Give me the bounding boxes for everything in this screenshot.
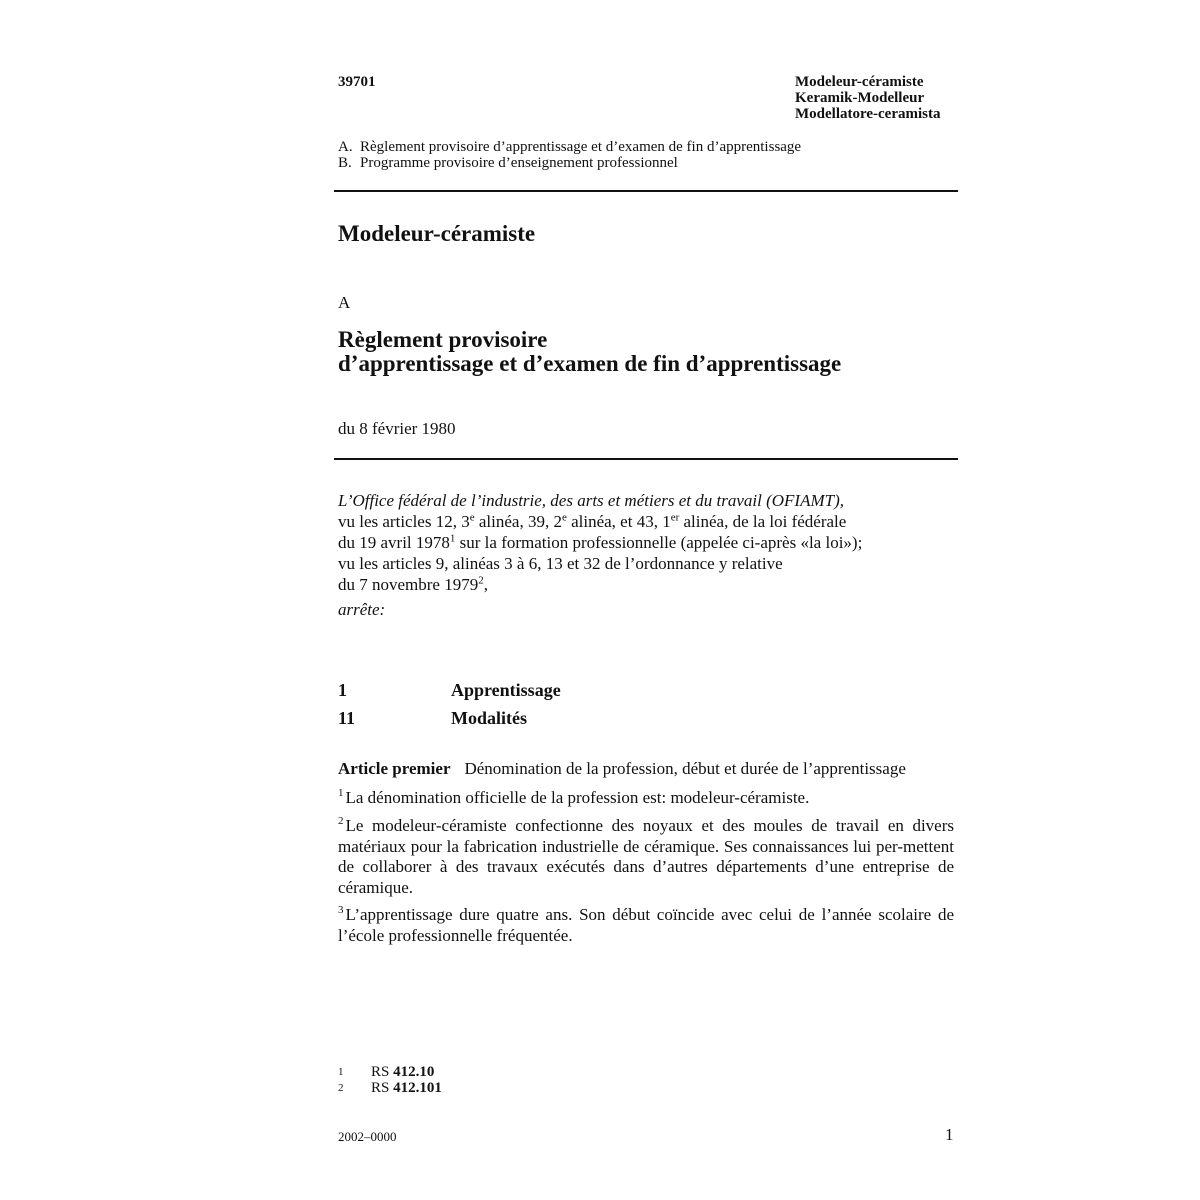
page-title: Modeleur-céramiste [338, 221, 536, 246]
preamble-text: , [483, 575, 488, 594]
article-subject: Dénomination de la profession, début et durée de l’apprentissage [464, 759, 906, 778]
preamble [338, 490, 862, 620]
section-number: 1 [338, 680, 347, 700]
footnote-reference: 412.101 [393, 1080, 442, 1096]
article-paragraph [338, 816, 954, 898]
header-titles [795, 74, 941, 122]
preamble-authority: L’Office fédéral de l’industrie, des arts et métiers et du travail (OFIAMT), [338, 491, 844, 510]
preamble-text: alinéa, de la loi fédérale [679, 512, 847, 531]
section-title: Modalités [451, 708, 527, 728]
header-title-fr: Modeleur-céramiste [795, 74, 924, 90]
parts-list [338, 139, 801, 171]
part-item [338, 139, 801, 155]
preamble-line [338, 574, 862, 595]
footnotes [338, 1064, 442, 1096]
section-heading [338, 708, 527, 729]
part-item [338, 155, 801, 171]
footnote [338, 1080, 442, 1096]
preamble-text: du 7 novembre 1979 [338, 575, 479, 594]
preamble-decision: arrête: [338, 600, 386, 619]
part-letter-label: A. [338, 139, 353, 155]
footer-doc-code: 2002–0000 [338, 1129, 397, 1144]
header-title-de: Keramik-Modelleur [795, 90, 925, 106]
article-paragraph [338, 905, 954, 946]
section-title: Apprentissage [451, 680, 561, 700]
part-marker: A [338, 293, 351, 312]
preamble-line: vu les articles 9, alinéas 3 à 6, 13 et 32 de l’ordonnance y relative [338, 554, 783, 573]
preamble-text: vu les articles 12, 3 [338, 512, 470, 531]
footnote-number: 2 [338, 1082, 344, 1094]
footnote-prefix: RS [371, 1064, 390, 1080]
preamble-text: alinéa, et 43, 1 [566, 512, 671, 531]
preamble-line [338, 511, 862, 532]
header-title-it: Modellatore-ceramista [795, 106, 941, 122]
part-text: Programme provisoire d’enseignement professionnel [360, 155, 678, 171]
superscript: er [670, 511, 680, 524]
footnote [338, 1064, 442, 1080]
part-letter-label: B. [338, 155, 352, 171]
article-heading [338, 759, 906, 779]
preamble-text: sur la formation professionnelle (appelée ci-après «la loi»); [455, 533, 863, 552]
divider-top [334, 190, 958, 192]
footnote-reference: 412.10 [393, 1064, 435, 1080]
regulation-date: du 8 février 1980 [338, 419, 456, 438]
paragraph-text: Le modeleur-céramiste confectionne des noyaux et des moules de travail en divers matériaux pour la fabrication industrielle de céramique. Ses connaissances lui per-mettent de collaborer à des travaux exécutés dans d’autres départements d’une entreprise de céramique. [338, 816, 954, 897]
paragraph-number: 2 [338, 815, 344, 828]
superscript: e [469, 511, 475, 524]
regulation-title-line2: d’apprentissage et d’examen de fin d’apprentissage [338, 351, 842, 376]
footnote-number: 1 [338, 1066, 344, 1078]
document-code: 39701 [338, 74, 376, 90]
footnote-ref: 2 [478, 574, 484, 587]
divider-middle [334, 458, 958, 460]
regulation-title [338, 328, 841, 376]
paragraph-text: La dénomination officielle de la profession est: modeleur-céramiste. [345, 788, 810, 807]
page-number: 1 [945, 1125, 954, 1144]
section-number: 11 [338, 708, 356, 728]
footnote-prefix: RS [371, 1080, 390, 1096]
article-paragraph [338, 788, 954, 809]
footnote-ref: 1 [449, 532, 456, 545]
article-label: Article premier [338, 759, 451, 778]
regulation-title-line1: Règlement provisoire [338, 327, 548, 352]
preamble-text: du 19 avril 1978 [338, 533, 450, 552]
section-heading [338, 680, 561, 701]
preamble-text: alinéa, 39, 2 [474, 512, 562, 531]
superscript: e [561, 511, 567, 524]
part-text: Règlement provisoire d’apprentissage et d’examen de fin d’apprentissage [360, 139, 802, 155]
paragraph-number: 1 [338, 787, 344, 800]
paragraph-number: 3 [338, 904, 344, 917]
preamble-line [338, 532, 862, 553]
paragraph-text: L’apprentissage dure quatre ans. Son début coïncide avec celui de l’année scolaire de l’école professionnelle fréquentée. [338, 905, 954, 945]
